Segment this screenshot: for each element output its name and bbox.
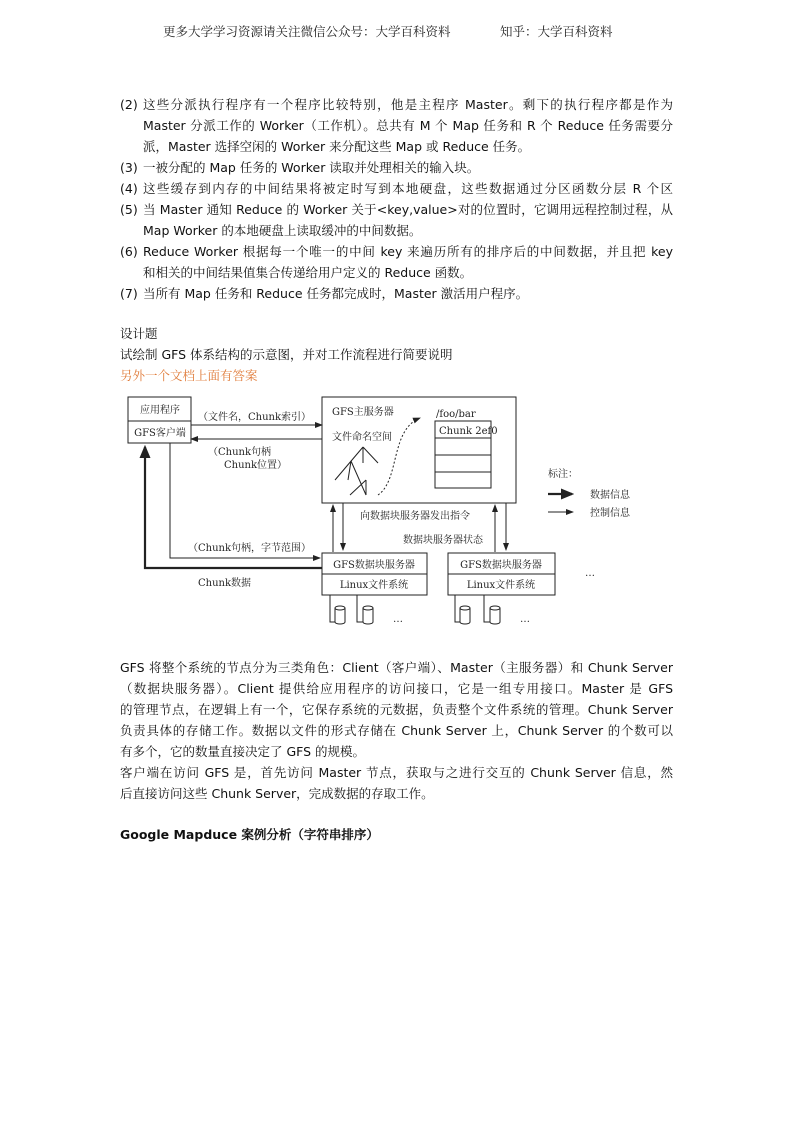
path-label: /foo/bar xyxy=(436,409,476,420)
step-line: Master 分派工作的 Worker（工作机）。总共有 M 个 Map 任务和 R 个 Reduce 任务需要分 xyxy=(143,118,673,133)
legend-title: 标注： xyxy=(548,469,578,480)
state-label: 数据块服务器状态 xyxy=(403,535,483,546)
response-label-2: Chunk位置） xyxy=(224,460,288,471)
chunk-label: Chunk 2ef0 xyxy=(439,426,498,437)
design-title: 设计题 xyxy=(120,326,158,341)
paragraph-line: （数据块服务器）。Client 提供给应用程序的访问接口，它是一组专用接口。Master 是 GFS xyxy=(120,681,673,696)
app-label: 应用程序 xyxy=(140,405,180,416)
chunkserver-label-1: GFS数据块服务器 xyxy=(333,560,415,571)
step-line: 这些分派执行程序有一个程序比较特别，他是主程序 Master。剩下的执行程序都是作为 xyxy=(143,97,673,112)
step-number: (5) xyxy=(120,202,138,217)
design-question: 试绘制 GFS 体系结构的示意图，并对工作流程进行简要说明 xyxy=(120,347,453,362)
step-number: (3) xyxy=(120,160,138,175)
response-label-1: （Chunk句柄 xyxy=(208,447,272,458)
paragraph-line: 客户端在访问 GFS 是，首先访问 Master 节点，获取与之进行交互的 Chunk Server 信息，然 xyxy=(120,765,673,780)
master-label: GFS主服务器 xyxy=(332,407,394,418)
header-zhihu: 知乎：大学百科资料 xyxy=(500,24,613,39)
gfs-architecture-diagram xyxy=(120,390,680,640)
step-line: Reduce Worker 根据每一个唯一的中间 key 来遍历所有的排序后的中间数据，并且把 key xyxy=(143,244,673,259)
paragraph-line: GFS 将整个系统的节点分为三类角色：Client（客户端）、Master（主服务器）和 Chunk Server xyxy=(120,660,673,675)
step-number: (6) xyxy=(120,244,138,259)
step-line: 当所有 Map 任务和 Reduce 任务都完成时，Master 激活用户程序。 xyxy=(143,286,529,301)
linux-label-1: Linux文件系统 xyxy=(339,580,409,591)
step-line: Map Worker 的本地硬盘上读取缓冲的中间数据。 xyxy=(143,223,422,238)
step-line: 这些缓存到内存的中间结果将被定时写到本地硬盘，这些数据通过分区函数分层 R 个区 xyxy=(143,181,673,196)
disk-icons xyxy=(335,606,500,624)
namespace-tree xyxy=(335,447,378,495)
ellipsis: … xyxy=(393,614,403,625)
step-number: (7) xyxy=(120,286,138,301)
step-number: (4) xyxy=(120,181,138,196)
paragraph-line: 后直接访问这些 Chunk Server，完成数据的存取工作。 xyxy=(120,786,434,801)
request-label: （文件名，Chunk索引） xyxy=(198,412,312,423)
answer-note: 另外一个文档上面有答案 xyxy=(120,368,258,383)
step-line: 一被分配的 Map 任务的 Worker 读取并处理相关的输入块。 xyxy=(143,160,480,175)
paragraph-line: 的管理节点，在逻辑上有一个，它保存系统的元数据，负责整个文件系统的管理。Chunk Server xyxy=(120,702,673,717)
instruction-label: 向数据块服务器发出指令 xyxy=(360,511,470,522)
legend-data: 数据信息 xyxy=(590,490,630,501)
header-wechat: 更多大学学习资源请关注微信公众号：大学百科资料 xyxy=(163,24,451,39)
step-number: (2) xyxy=(120,97,138,112)
legend-control: 控制信息 xyxy=(590,508,630,519)
step-line: 当 Master 通知 Reduce 的 Worker 关于<key,value>对的位置时，它调用远程控制过程，从 xyxy=(143,202,673,217)
paragraph-line: 负责具体的存储工作。数据以文件的形式存储在 Chunk Server 上，Chunk Server 的个数可以 xyxy=(120,723,673,738)
section-heading: Google Mapduce 案例分析（字符串排序） xyxy=(120,827,379,842)
paragraph-line: 有多个，它的数量直接决定了 GFS 的规模。 xyxy=(120,744,366,759)
client-label: GFS客户端 xyxy=(134,428,186,439)
step-line: 派，Master 选择空闲的 Worker 来分配这些 Map 或 Reduce 任务。 xyxy=(143,139,531,154)
range-label: （Chunk句柄，字节范围） xyxy=(188,543,312,554)
linux-label-2: Linux文件系统 xyxy=(466,580,536,591)
step-line: 和相关的中间结果值集合传递给用户定义的 Reduce 函数。 xyxy=(143,265,473,280)
chunkserver-label-2: GFS数据块服务器 xyxy=(460,560,542,571)
namespace-link xyxy=(378,418,420,495)
ellipsis: … xyxy=(520,614,530,625)
namespace-label: 文件命名空间 xyxy=(332,432,392,443)
ellipsis: … xyxy=(585,568,595,579)
data-label: Chunk数据 xyxy=(198,578,252,589)
